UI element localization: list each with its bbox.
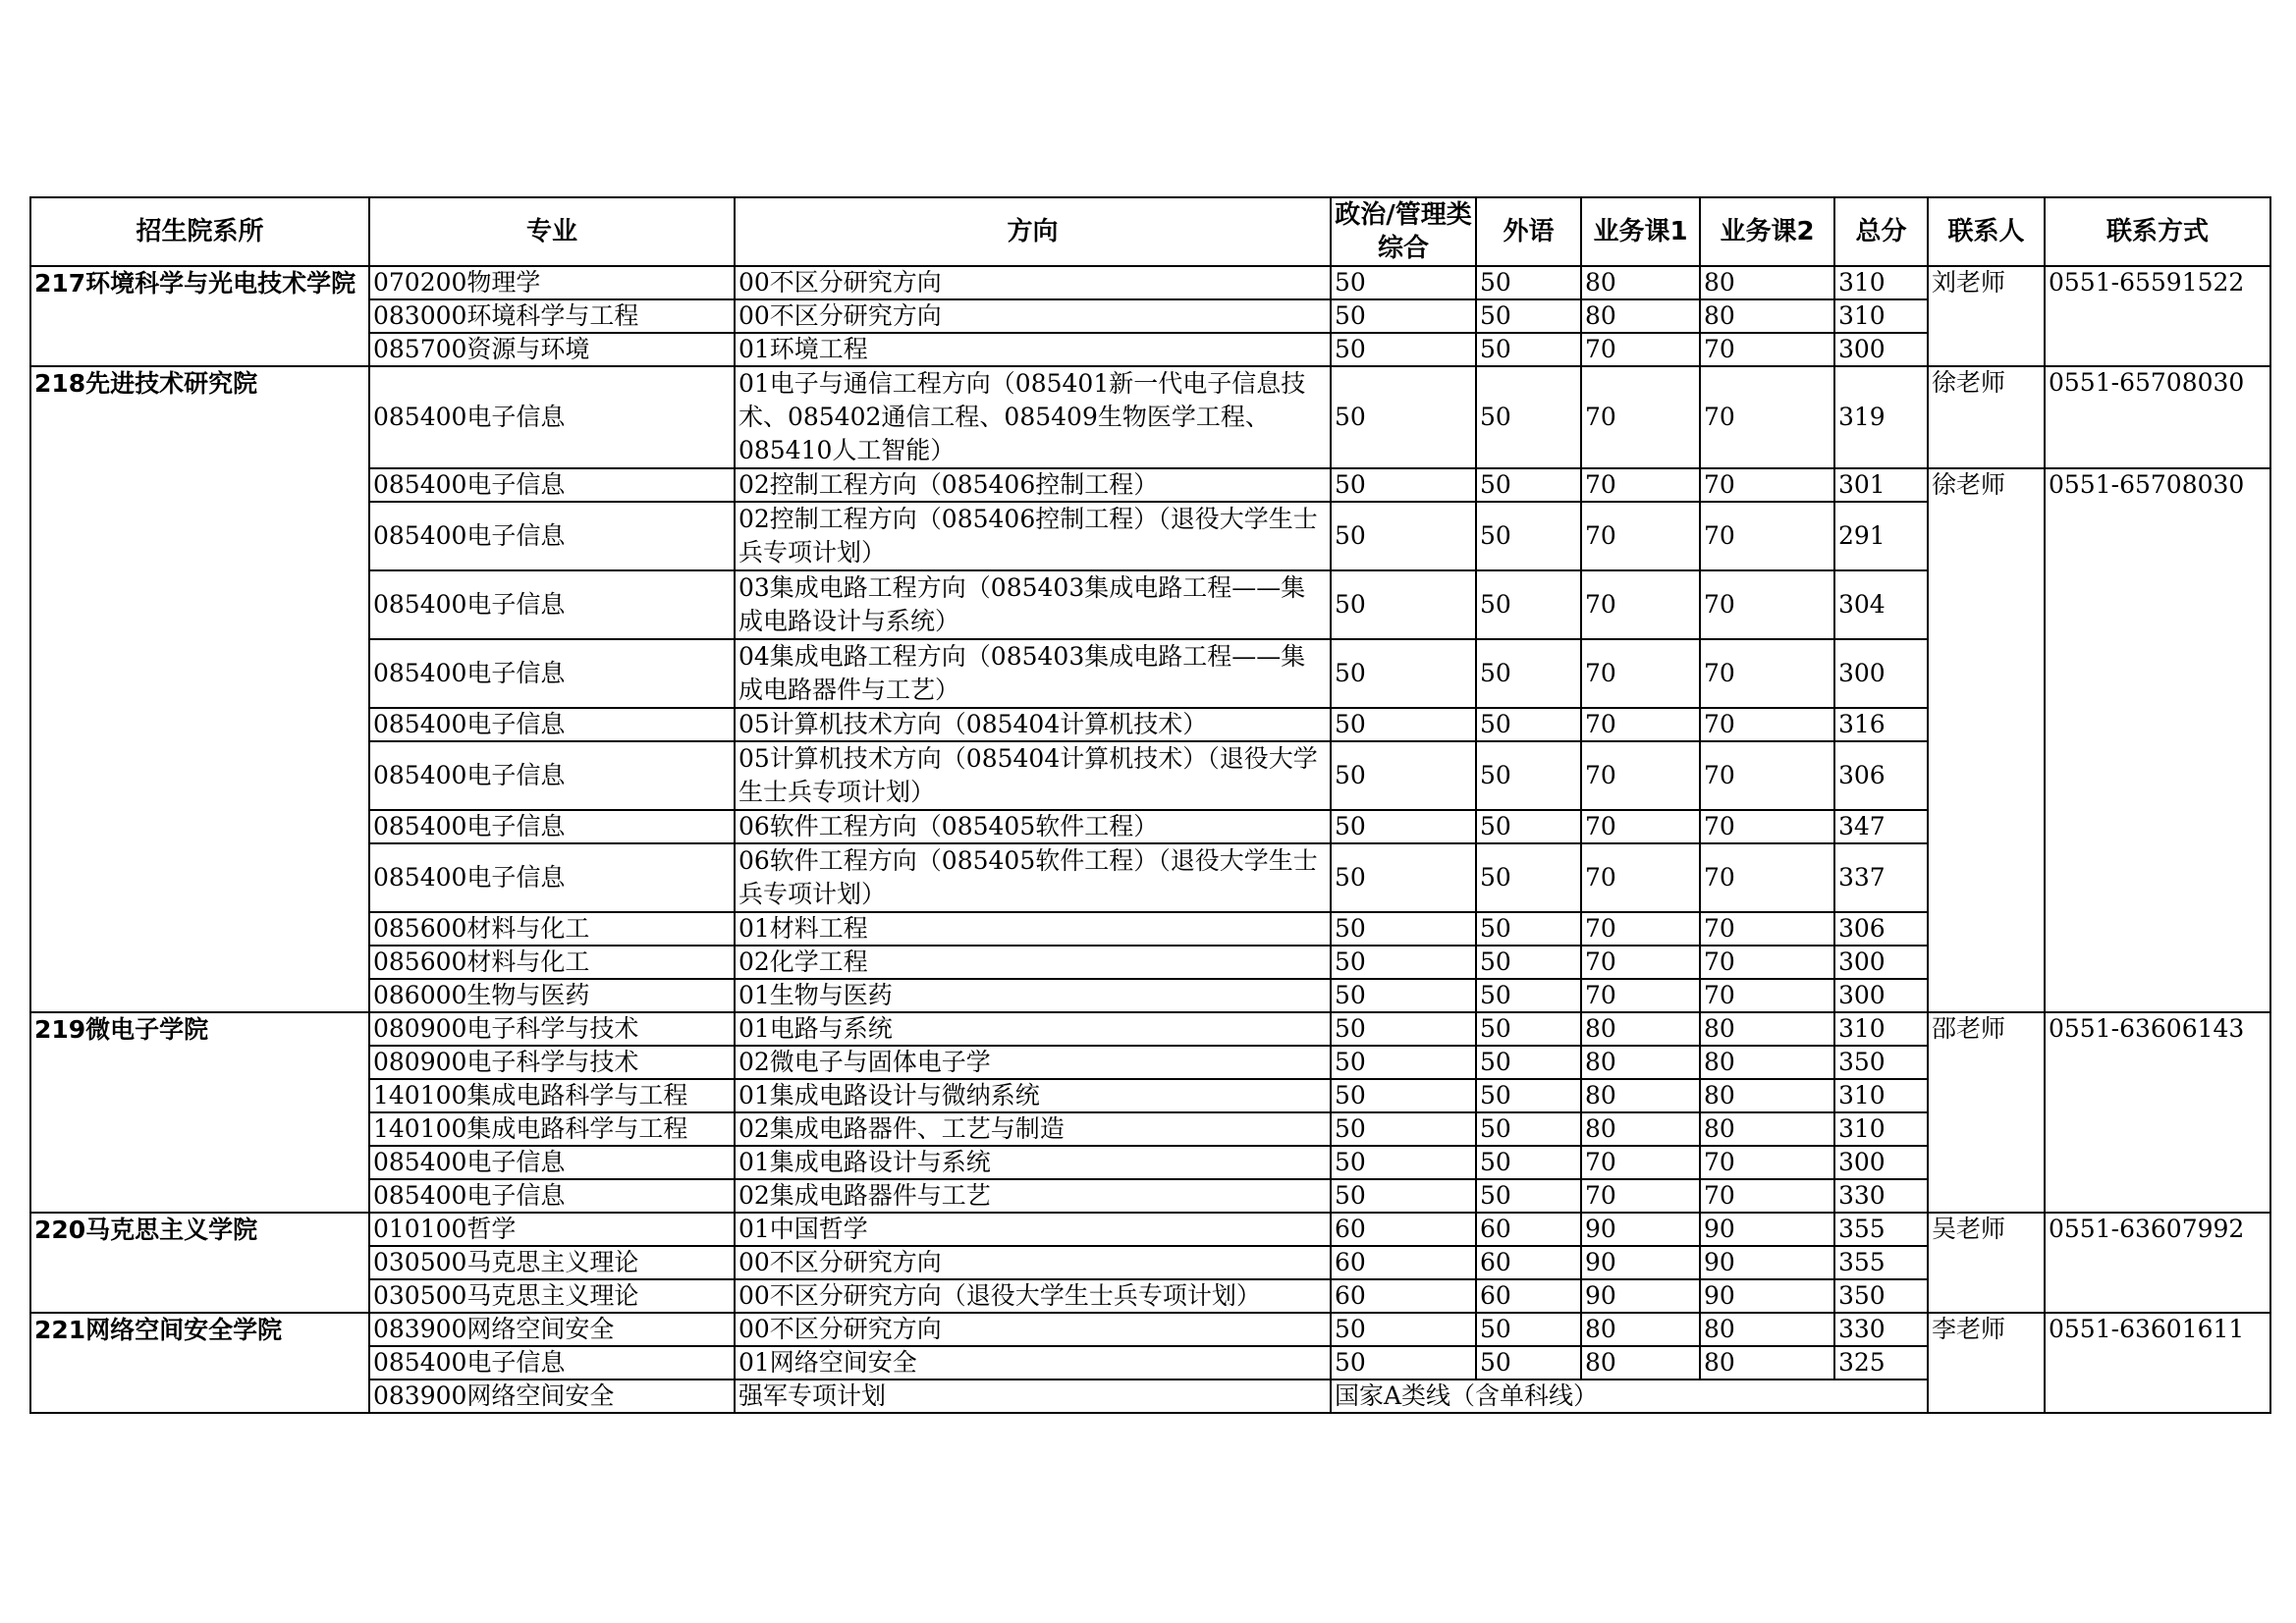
foreign-score: 50 xyxy=(1476,1079,1581,1112)
direction-cell: 02集成电路器件、工艺与制造 xyxy=(735,1112,1331,1146)
total-score: 350 xyxy=(1834,1046,1928,1079)
direction-cell: 03集成电路工程方向（085403集成电路工程——集成电路设计与系统） xyxy=(735,570,1331,639)
major-cell: 080900电子科学与技术 xyxy=(369,1012,735,1046)
politics-score: 50 xyxy=(1331,1179,1476,1213)
course2-score: 90 xyxy=(1700,1213,1834,1246)
politics-score: 50 xyxy=(1331,810,1476,843)
total-score: 304 xyxy=(1834,570,1928,639)
major-cell: 070200物理学 xyxy=(369,266,735,299)
major-cell: 085400电子信息 xyxy=(369,639,735,708)
politics-score: 50 xyxy=(1331,1046,1476,1079)
major-cell: 083000环境科学与工程 xyxy=(369,299,735,333)
score-table xyxy=(29,196,2271,1414)
contact-phone: 0551-65708030 xyxy=(2045,468,2270,1012)
foreign-score: 50 xyxy=(1476,912,1581,946)
total-score: 310 xyxy=(1834,1112,1928,1146)
header-major: 专业 xyxy=(369,197,735,266)
direction-cell: 00不区分研究方向 xyxy=(735,299,1331,333)
course1-score: 70 xyxy=(1581,708,1700,741)
course1-score: 70 xyxy=(1581,639,1700,708)
contact-phone: 0551-63601611 xyxy=(2045,1313,2270,1413)
major-cell: 085400电子信息 xyxy=(369,1146,735,1179)
politics-score: 60 xyxy=(1331,1246,1476,1279)
major-cell: 083900网络空间安全 xyxy=(369,1380,735,1413)
total-score: 300 xyxy=(1834,946,1928,979)
course1-score: 80 xyxy=(1581,1112,1700,1146)
total-score: 310 xyxy=(1834,299,1928,333)
header-course2: 业务课2 xyxy=(1700,197,1834,266)
direction-cell: 05计算机技术方向（085404计算机技术）（退役大学生士兵专项计划） xyxy=(735,741,1331,810)
contact-phone: 0551-65708030 xyxy=(2045,366,2270,468)
foreign-score: 50 xyxy=(1476,1046,1581,1079)
foreign-score: 50 xyxy=(1476,1179,1581,1213)
course2-score: 80 xyxy=(1700,1046,1834,1079)
course1-score: 70 xyxy=(1581,741,1700,810)
politics-score: 50 xyxy=(1331,912,1476,946)
major-cell: 085400电子信息 xyxy=(369,708,735,741)
course1-score: 90 xyxy=(1581,1246,1700,1279)
major-cell: 010100哲学 xyxy=(369,1213,735,1246)
major-cell: 085700资源与环境 xyxy=(369,333,735,366)
foreign-score: 50 xyxy=(1476,502,1581,570)
major-cell: 140100集成电路科学与工程 xyxy=(369,1112,735,1146)
direction-cell: 01环境工程 xyxy=(735,333,1331,366)
header-course1: 业务课1 xyxy=(1581,197,1700,266)
course1-score: 80 xyxy=(1581,299,1700,333)
course1-score: 80 xyxy=(1581,1046,1700,1079)
course1-score: 70 xyxy=(1581,333,1700,366)
table-row xyxy=(30,266,2270,299)
total-score: 310 xyxy=(1834,1012,1928,1046)
dept-cell: 218先进技术研究院 xyxy=(30,366,369,1012)
major-cell: 030500马克思主义理论 xyxy=(369,1279,735,1313)
course1-score: 70 xyxy=(1581,912,1700,946)
total-score: 300 xyxy=(1834,1146,1928,1179)
contact-name: 徐老师 xyxy=(1928,468,2045,1012)
contact-name: 邵老师 xyxy=(1928,1012,2045,1213)
total-score: 306 xyxy=(1834,741,1928,810)
major-cell: 085400电子信息 xyxy=(369,502,735,570)
direction-cell: 06软件工程方向（085405软件工程）（退役大学生士兵专项计划） xyxy=(735,843,1331,912)
table-row xyxy=(30,1313,2270,1346)
course2-score: 70 xyxy=(1700,708,1834,741)
contact-name: 吴老师 xyxy=(1928,1213,2045,1313)
foreign-score: 50 xyxy=(1476,843,1581,912)
course2-score: 70 xyxy=(1700,946,1834,979)
foreign-score: 50 xyxy=(1476,741,1581,810)
course1-score: 70 xyxy=(1581,946,1700,979)
major-cell: 085400电子信息 xyxy=(369,810,735,843)
course1-score: 80 xyxy=(1581,1346,1700,1380)
header-row xyxy=(30,197,2270,266)
contact-name: 徐老师 xyxy=(1928,366,2045,468)
header-direction: 方向 xyxy=(735,197,1331,266)
major-cell: 085400电子信息 xyxy=(369,843,735,912)
politics-score: 50 xyxy=(1331,1346,1476,1380)
total-score: 355 xyxy=(1834,1213,1928,1246)
course2-score: 70 xyxy=(1700,979,1834,1012)
direction-cell: 强军专项计划 xyxy=(735,1380,1331,1413)
major-cell: 030500马克思主义理论 xyxy=(369,1246,735,1279)
major-cell: 085600材料与化工 xyxy=(369,946,735,979)
direction-cell: 01网络空间安全 xyxy=(735,1346,1331,1380)
politics-score: 50 xyxy=(1331,741,1476,810)
total-score: 310 xyxy=(1834,1079,1928,1112)
politics-score: 50 xyxy=(1331,1112,1476,1146)
course2-score: 70 xyxy=(1700,843,1834,912)
table-row xyxy=(30,366,2270,468)
course2-score: 80 xyxy=(1700,1112,1834,1146)
total-score: 337 xyxy=(1834,843,1928,912)
politics-score: 50 xyxy=(1331,979,1476,1012)
major-cell: 085400电子信息 xyxy=(369,1179,735,1213)
politics-score: 60 xyxy=(1331,1279,1476,1313)
direction-cell: 01材料工程 xyxy=(735,912,1331,946)
course1-score: 90 xyxy=(1581,1213,1700,1246)
table-row xyxy=(30,1213,2270,1246)
direction-cell: 01集成电路设计与微纳系统 xyxy=(735,1079,1331,1112)
foreign-score: 50 xyxy=(1476,1012,1581,1046)
politics-score: 50 xyxy=(1331,843,1476,912)
contact-phone: 0551-63607992 xyxy=(2045,1213,2270,1313)
direction-cell: 06软件工程方向（085405软件工程） xyxy=(735,810,1331,843)
foreign-score: 50 xyxy=(1476,266,1581,299)
direction-cell: 02微电子与固体电子学 xyxy=(735,1046,1331,1079)
score-note-cell: 国家A类线（含单科线） xyxy=(1331,1380,1928,1413)
course2-score: 70 xyxy=(1700,1179,1834,1213)
major-cell: 083900网络空间安全 xyxy=(369,1313,735,1346)
contact-name: 刘老师 xyxy=(1928,266,2045,366)
dept-cell: 220马克思主义学院 xyxy=(30,1213,369,1313)
total-score: 300 xyxy=(1834,639,1928,708)
total-score: 310 xyxy=(1834,266,1928,299)
total-score: 301 xyxy=(1834,468,1928,502)
foreign-score: 50 xyxy=(1476,708,1581,741)
direction-cell: 05计算机技术方向（085404计算机技术） xyxy=(735,708,1331,741)
foreign-score: 60 xyxy=(1476,1246,1581,1279)
foreign-score: 50 xyxy=(1476,570,1581,639)
course2-score: 80 xyxy=(1700,1012,1834,1046)
politics-score: 50 xyxy=(1331,708,1476,741)
total-score: 300 xyxy=(1834,979,1928,1012)
dept-cell: 221网络空间安全学院 xyxy=(30,1313,369,1413)
major-cell: 080900电子科学与技术 xyxy=(369,1046,735,1079)
foreign-score: 50 xyxy=(1476,946,1581,979)
direction-cell: 00不区分研究方向（退役大学生士兵专项计划） xyxy=(735,1279,1331,1313)
direction-cell: 00不区分研究方向 xyxy=(735,266,1331,299)
course2-score: 70 xyxy=(1700,468,1834,502)
politics-score: 50 xyxy=(1331,570,1476,639)
major-cell: 085600材料与化工 xyxy=(369,912,735,946)
politics-score: 60 xyxy=(1331,1213,1476,1246)
major-cell: 086000生物与医药 xyxy=(369,979,735,1012)
contact-phone: 0551-63606143 xyxy=(2045,1012,2270,1213)
course1-score: 70 xyxy=(1581,1179,1700,1213)
politics-score: 50 xyxy=(1331,1012,1476,1046)
major-cell: 085400电子信息 xyxy=(369,570,735,639)
course1-score: 90 xyxy=(1581,1279,1700,1313)
course2-score: 80 xyxy=(1700,299,1834,333)
course2-score: 70 xyxy=(1700,741,1834,810)
major-cell: 140100集成电路科学与工程 xyxy=(369,1079,735,1112)
course2-score: 70 xyxy=(1700,912,1834,946)
politics-score: 50 xyxy=(1331,333,1476,366)
total-score: 350 xyxy=(1834,1279,1928,1313)
direction-cell: 01电路与系统 xyxy=(735,1012,1331,1046)
course1-score: 70 xyxy=(1581,366,1700,468)
major-cell: 085400电子信息 xyxy=(369,366,735,468)
course2-score: 70 xyxy=(1700,366,1834,468)
direction-cell: 01电子与通信工程方向（085401新一代电子信息技术、085402通信工程、085409生物医学工程、085410人工智能） xyxy=(735,366,1331,468)
course1-score: 70 xyxy=(1581,1146,1700,1179)
politics-score: 50 xyxy=(1331,468,1476,502)
direction-cell: 01中国哲学 xyxy=(735,1213,1331,1246)
politics-score: 50 xyxy=(1331,502,1476,570)
major-cell: 085400电子信息 xyxy=(369,741,735,810)
course2-score: 90 xyxy=(1700,1279,1834,1313)
foreign-score: 50 xyxy=(1476,366,1581,468)
table-row xyxy=(30,1012,2270,1046)
politics-score: 50 xyxy=(1331,1079,1476,1112)
course2-score: 70 xyxy=(1700,502,1834,570)
total-score: 300 xyxy=(1834,333,1928,366)
direction-cell: 02控制工程方向（085406控制工程）（退役大学生士兵专项计划） xyxy=(735,502,1331,570)
total-score: 316 xyxy=(1834,708,1928,741)
direction-cell: 01生物与医药 xyxy=(735,979,1331,1012)
header-dept: 招生院系所 xyxy=(30,197,369,266)
total-score: 319 xyxy=(1834,366,1928,468)
direction-cell: 02控制工程方向（085406控制工程） xyxy=(735,468,1331,502)
politics-score: 50 xyxy=(1331,1313,1476,1346)
course2-score: 80 xyxy=(1700,266,1834,299)
course1-score: 80 xyxy=(1581,1313,1700,1346)
major-cell: 085400电子信息 xyxy=(369,1346,735,1380)
direction-cell: 02化学工程 xyxy=(735,946,1331,979)
total-score: 355 xyxy=(1834,1246,1928,1279)
header-foreign: 外语 xyxy=(1476,197,1581,266)
politics-score: 50 xyxy=(1331,266,1476,299)
course2-score: 70 xyxy=(1700,810,1834,843)
foreign-score: 60 xyxy=(1476,1279,1581,1313)
total-score: 325 xyxy=(1834,1346,1928,1380)
politics-score: 50 xyxy=(1331,299,1476,333)
course2-score: 70 xyxy=(1700,333,1834,366)
foreign-score: 50 xyxy=(1476,468,1581,502)
politics-score: 50 xyxy=(1331,1146,1476,1179)
course1-score: 70 xyxy=(1581,468,1700,502)
course1-score: 70 xyxy=(1581,502,1700,570)
course1-score: 70 xyxy=(1581,843,1700,912)
header-total: 总分 xyxy=(1834,197,1928,266)
total-score: 330 xyxy=(1834,1313,1928,1346)
direction-cell: 00不区分研究方向 xyxy=(735,1313,1331,1346)
direction-cell: 04集成电路工程方向（085403集成电路工程——集成电路器件与工艺） xyxy=(735,639,1331,708)
foreign-score: 50 xyxy=(1476,979,1581,1012)
course2-score: 80 xyxy=(1700,1346,1834,1380)
foreign-score: 60 xyxy=(1476,1213,1581,1246)
foreign-score: 50 xyxy=(1476,1313,1581,1346)
table-body xyxy=(30,266,2270,1413)
foreign-score: 50 xyxy=(1476,810,1581,843)
course2-score: 70 xyxy=(1700,639,1834,708)
foreign-score: 50 xyxy=(1476,1112,1581,1146)
direction-cell: 02集成电路器件与工艺 xyxy=(735,1179,1331,1213)
contact-name: 李老师 xyxy=(1928,1313,2045,1413)
course1-score: 80 xyxy=(1581,1012,1700,1046)
foreign-score: 50 xyxy=(1476,299,1581,333)
total-score: 330 xyxy=(1834,1179,1928,1213)
course1-score: 70 xyxy=(1581,979,1700,1012)
course2-score: 80 xyxy=(1700,1313,1834,1346)
politics-score: 50 xyxy=(1331,639,1476,708)
course2-score: 70 xyxy=(1700,1146,1834,1179)
foreign-score: 50 xyxy=(1476,1346,1581,1380)
course1-score: 80 xyxy=(1581,266,1700,299)
dept-cell: 217环境科学与光电技术学院 xyxy=(30,266,369,366)
course1-score: 70 xyxy=(1581,570,1700,639)
direction-cell: 00不区分研究方向 xyxy=(735,1246,1331,1279)
course2-score: 80 xyxy=(1700,1079,1834,1112)
header-phone: 联系方式 xyxy=(2045,197,2270,266)
foreign-score: 50 xyxy=(1476,639,1581,708)
politics-score: 50 xyxy=(1331,366,1476,468)
dept-cell: 219微电子学院 xyxy=(30,1012,369,1213)
total-score: 347 xyxy=(1834,810,1928,843)
header-politics: 政治/管理类综合 xyxy=(1331,197,1476,266)
course2-score: 90 xyxy=(1700,1246,1834,1279)
total-score: 291 xyxy=(1834,502,1928,570)
politics-score: 50 xyxy=(1331,946,1476,979)
foreign-score: 50 xyxy=(1476,1146,1581,1179)
course1-score: 80 xyxy=(1581,1079,1700,1112)
course1-score: 70 xyxy=(1581,810,1700,843)
contact-phone: 0551-65591522 xyxy=(2045,266,2270,366)
major-cell: 085400电子信息 xyxy=(369,468,735,502)
direction-cell: 01集成电路设计与系统 xyxy=(735,1146,1331,1179)
header-contact: 联系人 xyxy=(1928,197,2045,266)
course2-score: 70 xyxy=(1700,570,1834,639)
total-score: 306 xyxy=(1834,912,1928,946)
foreign-score: 50 xyxy=(1476,333,1581,366)
